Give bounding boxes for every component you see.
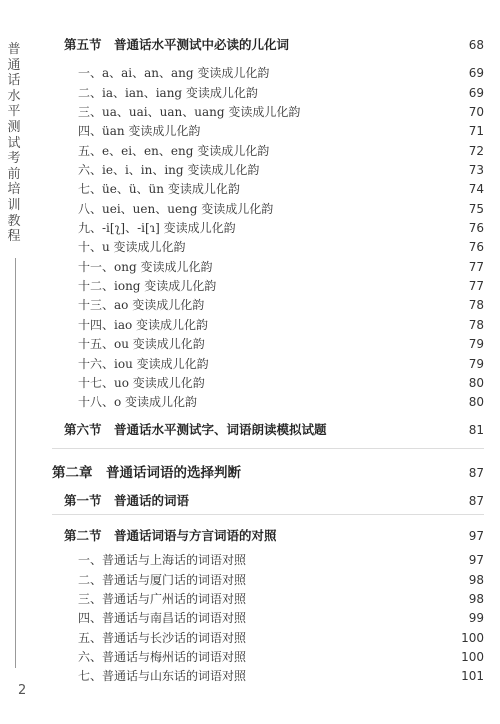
toc-entry-page: 78 [468, 318, 484, 332]
toc-entry-title: 第二章 普通话词语的选择判断 [52, 465, 241, 481]
toc-entry[interactable] [0, 295, 500, 315]
page-number: 2 [18, 683, 27, 698]
toc-entry[interactable] [0, 334, 500, 354]
toc-entry[interactable] [0, 589, 500, 609]
toc-entry-page: 77 [468, 279, 484, 293]
toc-entry-title: 四、üan 变读成儿化韵 [78, 124, 201, 138]
toc-entry-page: 100 [461, 631, 484, 645]
toc-entry[interactable] [0, 141, 500, 161]
toc-entry-title: 五、普通话与长沙话的词语对照 [78, 631, 247, 645]
toc-entry-title: 第二节 普通话词语与方言词语的对照 [64, 528, 277, 543]
toc-entry[interactable] [0, 121, 500, 141]
toc-entry-page: 98 [468, 592, 484, 606]
toc-entry-title: 第六节 普通话水平测试字、词语朗读模拟试题 [64, 422, 327, 437]
toc-entry[interactable] [0, 315, 500, 335]
toc-entry-page: 99 [468, 611, 484, 625]
toc-entry[interactable] [0, 257, 500, 277]
toc-entry[interactable] [0, 491, 500, 511]
toc-entry-title: 六、普通话与梅州话的词语对照 [78, 650, 247, 664]
toc-entry-title: 十二、iong 变读成儿化韵 [78, 279, 217, 293]
section-divider [52, 448, 484, 449]
toc-entry-title: 七、üe、ü、ün 变读成儿化韵 [78, 182, 240, 196]
toc-entry[interactable] [0, 550, 500, 570]
toc-entry-page: 75 [468, 202, 484, 216]
toc-entry-page: 70 [468, 105, 484, 119]
toc-entry-title: 一、普通话与上海话的词语对照 [78, 553, 247, 567]
toc-entry-title: 第五节 普通话水平测试中必读的儿化词 [64, 37, 290, 52]
toc-entry-title: 十三、ao 变读成儿化韵 [78, 298, 205, 312]
toc-entry-page: 98 [468, 573, 484, 587]
toc-entry-page: 100 [461, 650, 484, 664]
toc-entry[interactable] [0, 63, 500, 83]
toc-entry[interactable] [0, 373, 500, 393]
toc-entry[interactable] [0, 237, 500, 257]
toc-entry-page: 69 [468, 66, 484, 80]
toc-entry[interactable] [0, 199, 500, 219]
toc-entry[interactable] [0, 463, 500, 483]
toc-entry-title: 六、ie、i、in、ing 变读成儿化韵 [78, 163, 260, 177]
toc-entry-page: 78 [468, 298, 484, 312]
toc-entry[interactable] [0, 647, 500, 667]
toc-entry-page: 74 [468, 182, 484, 196]
toc-entry[interactable] [0, 392, 500, 412]
toc-entry-page: 97 [468, 553, 484, 567]
toc-entry-page: 79 [468, 357, 484, 371]
toc-entry-page: 77 [468, 260, 484, 274]
toc-entry[interactable] [0, 420, 500, 440]
toc-entry-page: 97 [468, 529, 484, 543]
toc-entry-page: 80 [468, 376, 484, 390]
toc-entry-title: 第一节 普通话的词语 [64, 493, 190, 508]
toc-entry-title: 十、u 变读成儿化韵 [78, 240, 186, 254]
toc-entry-title: 八、uei、uen、ueng 变读成儿化韵 [78, 202, 274, 216]
toc-entry-title: 七、普通话与山东话的词语对照 [78, 669, 247, 683]
toc-entry-page: 72 [468, 144, 484, 158]
toc-entry-title: 十七、uo 变读成儿化韵 [78, 376, 205, 390]
toc-entry-title: 十一、ong 变读成儿化韵 [78, 260, 213, 274]
toc-entry-title: 二、普通话与厦门话的词语对照 [78, 573, 247, 587]
toc-entry[interactable] [0, 179, 500, 199]
toc-entry-title: 三、普通话与广州话的词语对照 [78, 592, 247, 606]
toc-entry-title: 十四、iao 变读成儿化韵 [78, 318, 209, 332]
toc-entry-page: 76 [468, 221, 484, 235]
section-divider [52, 514, 484, 515]
toc-entry-title: 五、e、ei、en、eng 变读成儿化韵 [78, 144, 270, 158]
toc-entry-title: 十八、o 变读成儿化韵 [78, 395, 198, 409]
toc-entry[interactable] [0, 354, 500, 374]
toc-entry[interactable] [0, 218, 500, 238]
toc-entry-page: 76 [468, 240, 484, 254]
toc-entry[interactable] [0, 102, 500, 122]
toc-entry[interactable] [0, 83, 500, 103]
toc-entry-page: 101 [461, 669, 484, 683]
toc-entry[interactable] [0, 526, 500, 546]
toc-entry-page: 87 [468, 466, 484, 480]
toc-entry-page: 87 [468, 494, 484, 508]
toc-entry-page: 73 [468, 163, 484, 177]
toc-entry-title: 十五、ou 变读成儿化韵 [78, 337, 205, 351]
toc-entry-page: 69 [468, 86, 484, 100]
toc-entry[interactable] [0, 160, 500, 180]
toc-entry-title: 四、普通话与南昌话的词语对照 [78, 611, 247, 625]
toc-entry[interactable] [0, 570, 500, 590]
toc-entry[interactable] [0, 35, 500, 55]
toc-entry-page: 80 [468, 395, 484, 409]
toc-entry-page: 71 [468, 124, 484, 138]
toc-entry-title: 二、ia、ian、iang 变读成儿化韵 [78, 86, 258, 100]
toc-entry[interactable] [0, 666, 500, 686]
toc-entry[interactable] [0, 628, 500, 648]
toc-entry-page: 68 [468, 38, 484, 52]
toc-entry[interactable] [0, 276, 500, 296]
toc-entry-page: 81 [468, 423, 484, 437]
toc-entry-title: 十六、iou 变读成儿化韵 [78, 357, 209, 371]
toc-entry-title: 九、-i[ʅ]、-i[ɿ] 变读成儿化韵 [78, 221, 236, 235]
running-title: 普通话水平测试考前培训教程 [7, 42, 21, 245]
toc-entry[interactable] [0, 608, 500, 628]
toc-entry-title: 三、ua、uai、uan、uang 变读成儿化韵 [78, 105, 301, 119]
toc-entry-page: 79 [468, 337, 484, 351]
toc-entry-title: 一、a、ai、an、ang 变读成儿化韵 [78, 66, 270, 80]
